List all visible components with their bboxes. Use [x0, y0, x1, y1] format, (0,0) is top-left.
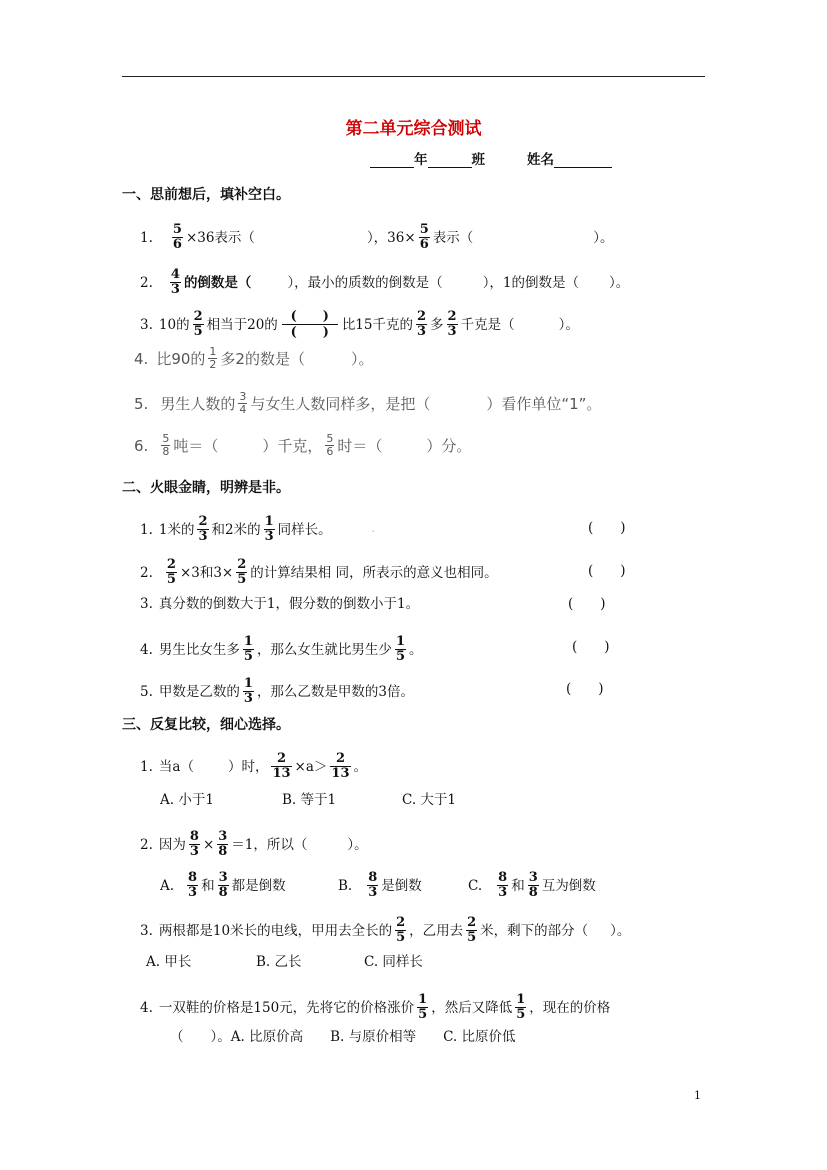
q-text: 1米的 [158, 521, 195, 538]
q-text: 一双鞋的价格是150元，先将它的价格涨价 [158, 999, 415, 1016]
s1-q3 [140, 309, 579, 340]
fraction: $\frac{1}{5}$ [418, 992, 428, 1022]
s2-q4 [140, 635, 422, 664]
option-b[interactable]: B. 乙长 [256, 954, 302, 970]
fraction: $\frac{8}{3}$ [498, 870, 508, 900]
q-text: ，然后又降低 [431, 999, 513, 1016]
fraction: $\frac{5}{6}$ [326, 432, 334, 458]
q-number: 1. [140, 229, 153, 246]
fraction: $\frac{1}{3}$ [243, 676, 253, 706]
s1-q1 [140, 223, 613, 252]
name-label: 姓名 [527, 152, 554, 168]
q-text: ）。 [558, 316, 579, 333]
q-text: ），1的倒数是（ [482, 274, 580, 291]
q-text: ）。 [609, 274, 630, 291]
judge-paren[interactable]: ( ) [572, 639, 610, 655]
q-number: 6. [134, 436, 149, 455]
option-text: 互为倒数 [541, 877, 596, 894]
fraction: $\frac{3}{8}$ [218, 829, 228, 859]
s3-q4-options[interactable]: （ ）。A. 比原价高 B. 与原价相等 C. 比原价低 [170, 1029, 516, 1045]
q-text: 多 [430, 316, 444, 333]
fraction: $\frac{2}{13}$ [331, 751, 350, 781]
fraction: $\frac{8}{3}$ [368, 870, 378, 900]
option-a[interactable]: A. 小于1 [160, 792, 214, 808]
option-letter: C. [468, 877, 483, 894]
q-text: ）。 [350, 349, 374, 368]
q-text: ＝1，所以（ [231, 836, 308, 853]
fraction: $\frac{1}{5}$ [243, 634, 253, 664]
q-number: 2. [140, 274, 153, 291]
q-text: ，乙用去 [409, 922, 464, 939]
q-text: 米，剩下的部分（ [480, 922, 589, 939]
s3-q2-option-c[interactable] [468, 871, 596, 900]
stray-dot: . [371, 523, 375, 535]
q-text: 时＝（ [337, 436, 383, 455]
q-text: 10的 [158, 316, 190, 333]
option-c[interactable]: C. 大于1 [402, 792, 457, 808]
fraction: $\frac{8}{3}$ [189, 829, 199, 859]
q-text: ）。 [347, 836, 368, 853]
fraction: $\frac{2}{3}$ [447, 309, 457, 339]
fraction: $\frac{2}{5}$ [396, 915, 406, 945]
q-text: ）看作单位“1”。 [486, 394, 602, 413]
q-text: ）。 [593, 229, 614, 246]
q-text: 的倒数是（ [183, 274, 252, 291]
q-text: 比15千克的 [341, 316, 413, 333]
s3-q3 [140, 916, 630, 945]
fraction: $\frac{5}{8}$ [162, 432, 170, 458]
s3-q2-option-b[interactable] [338, 871, 422, 900]
fraction: $\frac{3}{8}$ [218, 870, 228, 900]
q-text: 相当于20的 [206, 316, 278, 333]
q-text: ，那么女生就比男生少 [256, 641, 392, 658]
judge-paren[interactable]: ( ) [588, 520, 626, 536]
q-number: 5. [140, 683, 153, 700]
q-text: 同样长。 [277, 521, 332, 538]
q-number: 5. [134, 394, 149, 413]
fraction: $\frac{1}{2}$ [209, 345, 217, 371]
top-rule [122, 76, 705, 77]
fraction: $\frac{2}{3}$ [417, 309, 427, 339]
q-text: ×a＞ [294, 758, 328, 775]
section2-heading: 二、火眼金睛，明辨是非。 [122, 480, 290, 496]
q-text: 男生比女生多 [158, 641, 240, 658]
fraction: $\frac{3}{8}$ [528, 870, 538, 900]
q-number: 1. [140, 521, 153, 538]
option-letter: A. [160, 877, 175, 894]
q-text: 千克是（ [460, 316, 515, 333]
q-text: ，现在的价格 [529, 999, 611, 1016]
option-c[interactable]: C. 同样长 [364, 954, 423, 970]
fraction: $\frac{2}{5}$ [237, 557, 247, 587]
s2-q1 [140, 515, 375, 544]
q-text: ），36× [366, 229, 416, 246]
q-number: 3. [140, 922, 153, 939]
q-text: 和 [511, 877, 525, 894]
q-text: ）。 [610, 922, 631, 939]
option-letter: B. [338, 877, 353, 894]
fraction: $\frac{1}{5}$ [516, 992, 526, 1022]
page-title: 第二单元综合测试 [345, 119, 482, 139]
judge-paren[interactable]: ( ) [566, 681, 604, 697]
section3-heading: 三、反复比较，细心选择。 [122, 717, 290, 733]
fraction: $\frac{8}{3}$ [188, 870, 198, 900]
s2-q5 [140, 677, 414, 706]
q-text: 甲数是乙数的 [158, 683, 240, 700]
s3-q2 [140, 830, 368, 859]
s2-q3 [140, 594, 419, 614]
q-text: 真分数的倒数大于1，假分数的倒数小于1。 [158, 596, 420, 612]
q-text: 和 [201, 877, 215, 894]
q-number: 3. [140, 316, 153, 333]
fraction: $\frac{2}{13}$ [272, 751, 291, 781]
q-text: 与女生人数同样多，是把（ [250, 394, 431, 413]
class-label: 班 [471, 152, 485, 168]
s2-q2 [140, 558, 498, 587]
q-number: 3. [140, 596, 153, 612]
fraction: $\frac{4}{3}$ [170, 267, 180, 297]
fraction: $\frac{2}{5}$ [467, 915, 477, 945]
q-text: × [202, 836, 215, 853]
year-blank[interactable] [370, 153, 414, 168]
fraction: $\frac{5}{6}$ [419, 222, 429, 252]
q-text: 男生人数的 [160, 394, 236, 413]
q-number: 2. [140, 836, 153, 853]
q-text: ×3和3× [179, 564, 234, 581]
q-text: 两根都是10米长的电线，甲用去全长的 [158, 922, 393, 939]
blank-fraction[interactable]: ( ) ( ) [282, 309, 338, 340]
fraction: $\frac{1}{3}$ [264, 514, 274, 544]
s1-q2 [140, 268, 629, 297]
fraction: $\frac{2}{5}$ [166, 557, 176, 587]
fraction: $\frac{2}{3}$ [198, 514, 208, 544]
s1-q6 [134, 433, 471, 458]
q-number: 1. [140, 758, 153, 775]
s3-q2-option-a[interactable] [160, 871, 286, 900]
option-text: 是倒数 [381, 877, 422, 894]
fraction: $\frac{5}{6}$ [172, 222, 182, 252]
q-number: 4. [134, 349, 149, 368]
fraction: $\frac{3}{4}$ [239, 390, 247, 416]
s3-q1 [140, 752, 367, 781]
student-info-line [370, 150, 612, 170]
s3-q4 [140, 993, 610, 1022]
section1-heading: 一、思前想后，填补空白。 [122, 187, 290, 203]
q-number: 2. [140, 564, 153, 581]
q-text: 。 [408, 641, 423, 658]
q-text: 的计算结果相 同，所表示的意义也相同。 [250, 564, 498, 581]
option-a[interactable]: A. 甲长 [146, 954, 192, 970]
q-text: ），最小的质数的倒数是（ [287, 274, 443, 291]
judge-paren[interactable]: ( ) [588, 563, 626, 579]
s1-q5 [134, 391, 601, 416]
year-label: 年 [414, 152, 428, 168]
q-text: ，那么乙数是甲数的3倍。 [256, 683, 415, 700]
s1-q4 [134, 346, 373, 371]
q-text: 和2米的 [211, 521, 261, 538]
option-text: 都是倒数 [231, 877, 286, 894]
fraction: $\frac{1}{5}$ [395, 634, 405, 664]
q-text: 吨＝（ [173, 436, 219, 455]
q-number: 4. [140, 641, 153, 658]
fraction: $\frac{2}{5}$ [193, 309, 203, 339]
page-number: 1 [694, 1089, 701, 1102]
q-text: ）分。 [426, 436, 472, 455]
class-blank[interactable] [428, 153, 472, 168]
q-text: 表示（ [432, 229, 474, 246]
q-number: 4. [140, 999, 153, 1016]
q-text: ）千克， [262, 436, 323, 455]
q-text: 当a（ [158, 758, 194, 775]
judge-paren[interactable]: ( ) [568, 596, 606, 612]
option-b[interactable]: B. 等于1 [282, 792, 337, 808]
q-text: 。 [353, 758, 368, 775]
q-text: 多2的数是（ [220, 349, 305, 368]
q-text: ×36表示（ [185, 229, 255, 246]
q-text: 因为 [158, 836, 186, 853]
q-text: 比90的 [156, 349, 206, 368]
name-blank[interactable] [554, 153, 612, 168]
q-text: ）时， [227, 758, 269, 775]
